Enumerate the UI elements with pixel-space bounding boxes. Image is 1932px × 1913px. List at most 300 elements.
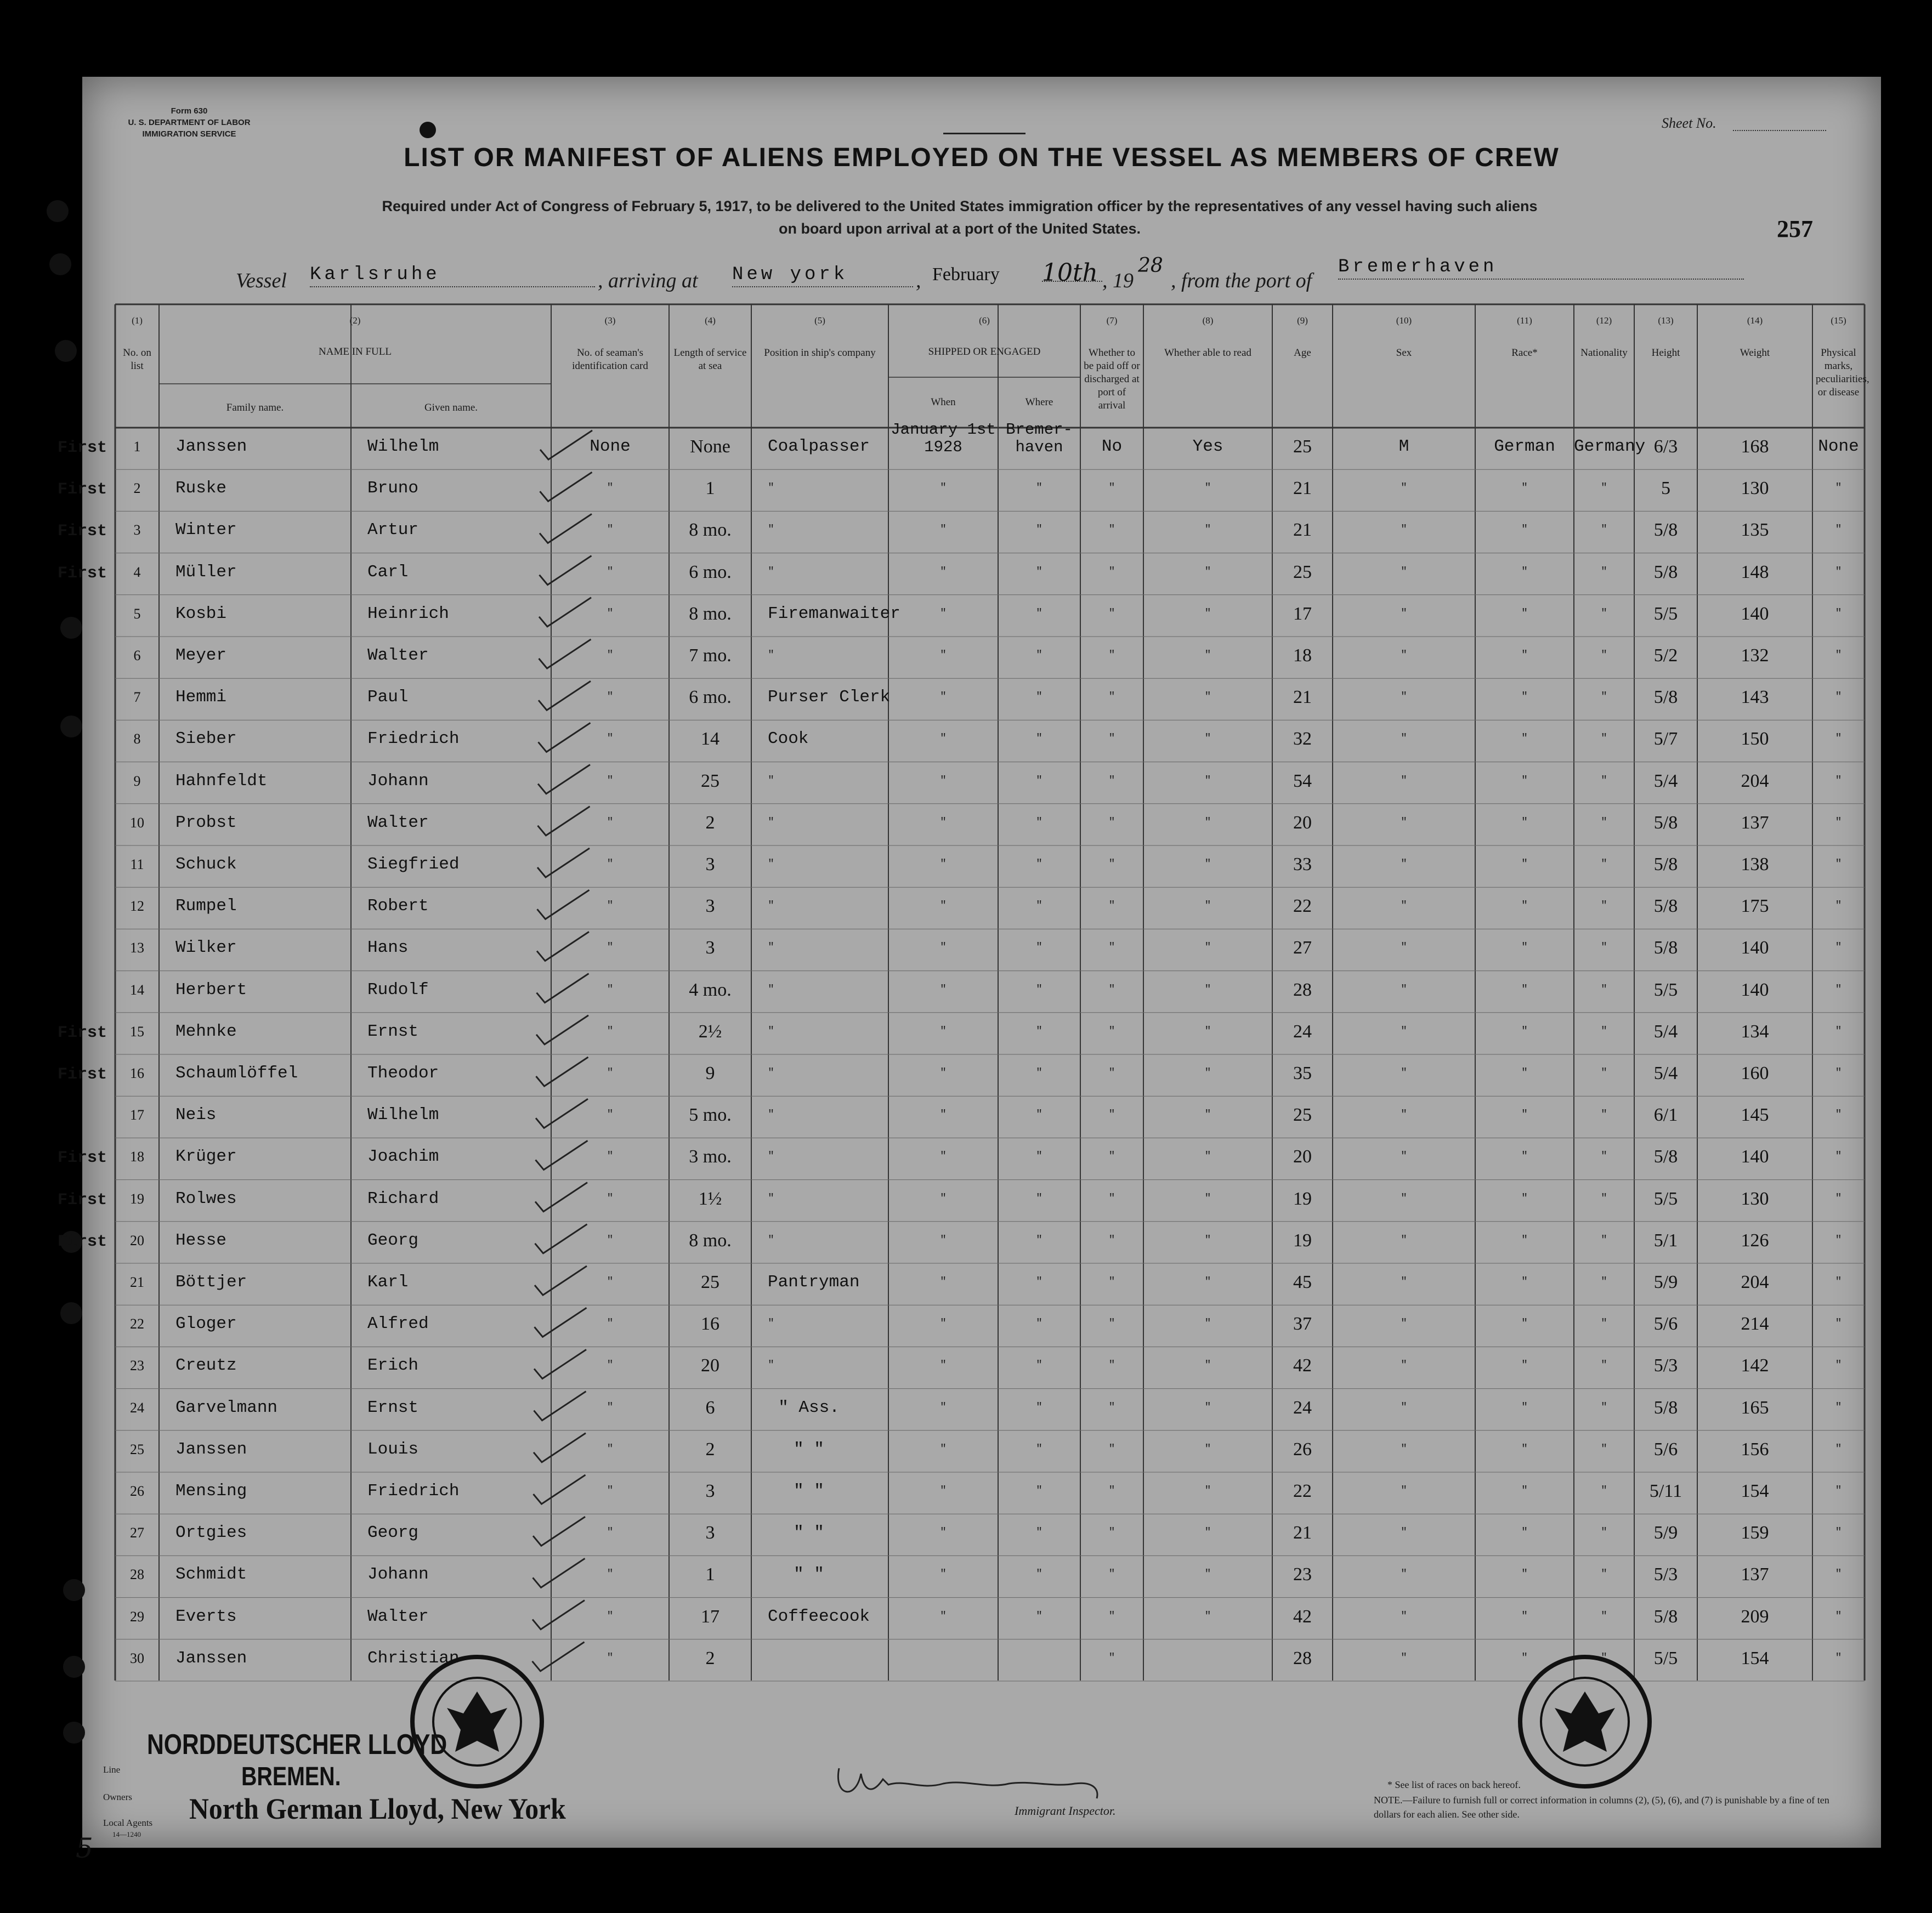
cell-height: 5/5 (1653, 1648, 1678, 1668)
cell-race: " (1521, 1485, 1528, 1497)
cell-weight: 148 (1741, 561, 1769, 582)
cell-height: 5/9 (1653, 1272, 1678, 1292)
cell-service: 1 (705, 1564, 715, 1585)
cell-where: " (1035, 900, 1043, 913)
cell-weight: 175 (1741, 896, 1769, 917)
column-number: (4) (705, 315, 716, 326)
cell-read: " (1204, 1401, 1211, 1414)
cell-paid: " (1108, 983, 1115, 996)
column-number: (3) (604, 315, 616, 326)
cell-given: Walter (367, 813, 429, 832)
cell-age: 21 (1293, 687, 1312, 708)
cell-height: 5/8 (1653, 938, 1678, 958)
cell-no: 16 (130, 1065, 144, 1081)
cell-nationality: " (1600, 1401, 1607, 1414)
cell-nationality: " (1600, 1234, 1607, 1247)
cell-race: " (1521, 1359, 1528, 1372)
cell-service: 14 (701, 729, 719, 750)
cell-weight: 130 (1741, 478, 1769, 499)
cell-nationality: " (1600, 524, 1607, 537)
cell-sex: " (1400, 1359, 1407, 1372)
cell-paid: " (1108, 1401, 1115, 1414)
subtitle-line: on board upon arrival at a port of the United States. (778, 220, 1141, 237)
cell-where: " (1035, 1401, 1043, 1414)
cell-sex: " (1400, 482, 1407, 495)
cell-sex: " (1400, 983, 1407, 996)
cell-weight: 140 (1741, 979, 1769, 1000)
margin-note: First (58, 1149, 107, 1168)
cell-marks: " (1835, 1109, 1842, 1122)
cell-no: 13 (130, 940, 144, 956)
column-number: (15) (1831, 315, 1846, 326)
cell-no: 12 (130, 898, 144, 915)
binder-hole (60, 1302, 82, 1324)
cell-nationality: " (1600, 1276, 1607, 1288)
cell-position: " (768, 1067, 775, 1080)
cell-race: " (1521, 733, 1528, 746)
sheet-number-label: Sheet No. (1662, 115, 1716, 131)
cell-weight: 159 (1741, 1523, 1769, 1543)
cell-height: 5/1 (1653, 1230, 1678, 1251)
arrival-month: February (932, 264, 1000, 285)
cell-position: " (768, 1234, 775, 1247)
margin-note: First (58, 522, 107, 541)
cell-position: " (768, 983, 775, 996)
cell-marks: " (1835, 607, 1842, 620)
binder-hole (63, 1656, 85, 1678)
cell-age: 22 (1293, 1481, 1312, 1501)
cell-position: " " (794, 1565, 824, 1585)
cell-sex: " (1400, 565, 1407, 578)
line-label: Line (103, 1764, 121, 1775)
year-prefix: , 19 (1102, 269, 1134, 292)
cell-card: " (607, 1526, 614, 1540)
binder-hole (47, 200, 69, 222)
cell-family: Gloger (175, 1314, 237, 1334)
cell-position: " (768, 1150, 775, 1163)
column-subheader: Given name. (424, 402, 478, 413)
cell-family: Wilker (175, 938, 237, 958)
cell-service: 25 (701, 1272, 719, 1292)
cell-read: " (1204, 1109, 1211, 1122)
binder-hole (63, 1722, 85, 1744)
cell-family: Schaumlöffel (175, 1064, 298, 1083)
column-number: (2) (349, 315, 361, 326)
cell-sex: " (1400, 1192, 1407, 1205)
cell-when: " (939, 1485, 947, 1497)
cell-nationality: " (1600, 816, 1607, 829)
cell-height: 5/5 (1653, 603, 1678, 624)
cell-given: Siegfried (367, 855, 460, 874)
cell-no: 25 (130, 1441, 144, 1457)
cell-read: " (1204, 983, 1211, 996)
cell-paid: " (1108, 1109, 1115, 1122)
cell-service: 2 (705, 1439, 715, 1460)
cell-no: 8 (133, 731, 141, 747)
cell-family: Everts (175, 1607, 237, 1626)
cell-marks: " (1835, 941, 1842, 955)
cell-paid: " (1108, 1234, 1115, 1247)
cell-when: " (939, 1067, 947, 1080)
margin-note: First (58, 1065, 107, 1084)
cell-given: Ernst (367, 1398, 419, 1417)
cell-position: " (768, 816, 775, 829)
cell-paid: " (1108, 1067, 1115, 1080)
cell-marks: " (1835, 1401, 1842, 1414)
cell-race: " (1521, 691, 1528, 704)
cell-service: 3 (705, 896, 715, 917)
cell-card: " (607, 524, 614, 537)
cell-weight: 156 (1741, 1439, 1769, 1460)
cell-service: 6 mo. (689, 687, 732, 708)
service-name: IMMIGRATION SERVICE (142, 129, 236, 139)
voyage-line: Vessel Karlsruhe , arriving at New york , February 10th , 19 28 , from the port of Bremerhaven (236, 263, 1744, 296)
cell-read: " (1204, 524, 1211, 537)
cell-given: Erich (367, 1356, 419, 1376)
cell-card: " (607, 1025, 614, 1038)
cell-paid: " (1108, 524, 1115, 537)
cell-family: Janssen (175, 1648, 247, 1668)
cell-where: " (1035, 816, 1043, 829)
cell-card: " (607, 1359, 614, 1372)
column-header: Sex (1396, 347, 1412, 359)
cell-age: 28 (1293, 1648, 1312, 1668)
cell-paid: " (1108, 607, 1115, 620)
cell-height: 5/6 (1653, 1314, 1678, 1335)
cell-service: 5 mo. (689, 1105, 732, 1126)
cell-marks: " (1835, 774, 1842, 787)
cell-age: 26 (1293, 1439, 1312, 1460)
cell-where: " (1035, 649, 1043, 662)
cell-no: 2 (133, 480, 141, 497)
cell-card: " (607, 1485, 614, 1497)
cell-when: " (939, 1526, 947, 1540)
cell-race: German (1494, 437, 1555, 456)
cell-height: 5/8 (1653, 812, 1678, 833)
cell-nationality: " (1600, 1359, 1607, 1372)
cell-service: 8 mo. (689, 603, 732, 624)
cell-given: Ernst (367, 1021, 419, 1041)
cell-given: Walter (367, 1607, 429, 1626)
binder-hole (55, 340, 77, 362)
page-title: LIST OR MANIFEST OF ALIENS EMPLOYED ON THE VESSEL AS MEMBERS OF CREW (404, 143, 1560, 172)
cell-family: Ruske (175, 479, 227, 498)
cell-marks: " (1835, 524, 1842, 537)
cell-marks: " (1835, 565, 1842, 578)
cell-height: 6/1 (1653, 1105, 1678, 1126)
cell-no: 30 (130, 1650, 144, 1666)
cell-where: " (1035, 733, 1043, 746)
cell-nationality: " (1600, 1568, 1607, 1581)
cell-race: " (1521, 1025, 1528, 1038)
cell-read: " (1204, 1192, 1211, 1205)
cell-race: " (1521, 649, 1528, 662)
cell-paid: " (1108, 691, 1115, 704)
cell-no: 19 (130, 1190, 144, 1207)
cell-family: Meyer (175, 646, 227, 665)
column-header: Weight (1740, 347, 1770, 359)
cell-nationality: " (1600, 1651, 1607, 1665)
cell-paid: " (1108, 1150, 1115, 1163)
cell-where: " (1035, 941, 1043, 955)
cell-height: 6/3 (1653, 436, 1678, 457)
from-port-label: , from the port of (1171, 269, 1312, 292)
cell-when: January 1st 1928 (891, 421, 996, 456)
cell-card: " (607, 1401, 614, 1414)
cell-family: Rumpel (175, 896, 237, 916)
cell-given: Richard (367, 1189, 439, 1208)
cell-race: " (1521, 1192, 1528, 1205)
cell-family: Kosbi (175, 604, 227, 623)
cell-card: " (607, 1443, 614, 1456)
cell-position: Coffeecook (768, 1607, 870, 1626)
column-header: Whether to be paid off or discharged at port of arrival (1084, 347, 1140, 411)
cell-read: " (1204, 1234, 1211, 1247)
page-number: 257 (1777, 215, 1813, 242)
cell-service: 17 (701, 1606, 719, 1627)
cell-no: 29 (130, 1608, 144, 1625)
owners-label: Owners (103, 1792, 132, 1802)
cell-service: 4 mo. (689, 979, 732, 1000)
cell-service: 3 (705, 1481, 715, 1501)
column-subheader: Where (1025, 396, 1053, 408)
cell-weight: 138 (1741, 854, 1769, 875)
cell-weight: 134 (1741, 1021, 1769, 1042)
cell-read: " (1204, 1568, 1211, 1581)
cell-race: " (1521, 1150, 1528, 1163)
cell-marks: " (1835, 1443, 1842, 1456)
cell-position: " (768, 1109, 775, 1122)
binder-hole (63, 1579, 85, 1601)
cell-given: Joachim (367, 1147, 439, 1167)
cell-paid: " (1108, 1192, 1115, 1205)
cell-card: None (590, 437, 631, 456)
cell-read: " (1204, 941, 1211, 955)
cell-family: Schuck (175, 855, 237, 874)
cell-read: " (1204, 1526, 1211, 1540)
cell-when: " (939, 941, 947, 955)
column-number: (10) (1396, 315, 1412, 326)
cell-where: " (1035, 1610, 1043, 1623)
cell-where: " (1035, 1025, 1043, 1038)
cell-where: " (1035, 1234, 1043, 1247)
cell-nationality: " (1600, 1150, 1607, 1163)
cell-position: Firemanwaiter (768, 604, 900, 623)
cell-weight: 140 (1741, 603, 1769, 624)
cell-given: Friedrich (367, 729, 460, 749)
cell-read: " (1204, 691, 1211, 704)
cell-service: 7 mo. (689, 645, 732, 666)
cell-given: Friedrich (367, 1481, 460, 1501)
cell-age: 21 (1293, 1523, 1312, 1543)
cell-race: " (1521, 1401, 1528, 1414)
cell-family: Herbert (175, 980, 247, 1000)
cell-race: " (1521, 524, 1528, 537)
cell-position: " (768, 482, 775, 495)
cell-nationality: " (1600, 482, 1607, 495)
cell-no: 28 (130, 1566, 144, 1583)
cell-no: 24 (130, 1399, 144, 1416)
cell-nationality: " (1600, 774, 1607, 787)
cell-card: " (607, 983, 614, 996)
cell-where: " (1035, 1067, 1043, 1080)
cell-no: 20 (130, 1232, 144, 1248)
column-number: (13) (1658, 315, 1674, 326)
margin-note: First (58, 564, 107, 583)
cell-height: 5 (1661, 478, 1670, 499)
cell-nationality: " (1600, 1025, 1607, 1038)
column-header: Physical marks, peculiarities, or disease (1816, 347, 1869, 398)
cell-given: Christian (367, 1648, 460, 1668)
cell-race: " (1521, 1526, 1528, 1540)
cell-family: Müller (175, 562, 237, 582)
column-subheader: Family name. (226, 402, 284, 413)
cell-paid: " (1108, 1025, 1115, 1038)
cell-family: Neis (175, 1105, 217, 1125)
arrival-port: New york (732, 264, 913, 287)
cell-service: 3 (705, 938, 715, 958)
cell-position: " " (794, 1439, 824, 1459)
cell-family: Rolwes (175, 1189, 237, 1208)
cell-card: " (607, 858, 614, 871)
cell-no: 11 (130, 856, 144, 872)
cell-marks: " (1835, 691, 1842, 704)
cell-age: 32 (1293, 729, 1312, 750)
cell-card: " (607, 1610, 614, 1623)
cell-race: " (1521, 1651, 1528, 1665)
cell-weight: 126 (1741, 1230, 1769, 1251)
cell-nationality: " (1600, 1485, 1607, 1497)
cell-given: Georg (367, 1230, 419, 1250)
cell-race: " (1521, 941, 1528, 955)
cell-no: 17 (130, 1107, 144, 1123)
vessel-label: Vessel (236, 269, 287, 292)
cell-where: " (1035, 858, 1043, 871)
cell-service: 2 (705, 812, 715, 833)
cell-paid: " (1108, 900, 1115, 913)
cell-position: " (768, 1359, 775, 1372)
column-header: Height (1651, 347, 1680, 359)
cell-marks: " (1835, 1234, 1842, 1247)
cell-card: " (607, 1651, 614, 1665)
subtitle-line: Required under Act of Congress of February 5, 1917, to be delivered to the United States immigration officer by the representatives of any vessel having such aliens (382, 198, 1538, 214)
cell-marks: " (1835, 649, 1842, 662)
cell-paid: " (1108, 941, 1115, 955)
margin-note: First (58, 480, 107, 499)
cell-marks: None (1818, 437, 1859, 456)
cell-family: Janssen (175, 1439, 247, 1459)
cell-given: Artur (367, 520, 419, 540)
column-number: (7) (1106, 315, 1118, 326)
title-rule (943, 133, 1026, 134)
cell-no: 27 (130, 1525, 144, 1541)
cell-card: " (607, 607, 614, 620)
cell-marks: " (1835, 1568, 1842, 1581)
cell-card: " (607, 1276, 614, 1288)
cell-age: 19 (1293, 1188, 1312, 1209)
column-header: Age (1294, 347, 1311, 359)
cell-age: 18 (1293, 645, 1312, 666)
agents-stamp: North German Lloyd, New York (189, 1792, 566, 1825)
cell-family: Garvelmann (175, 1398, 278, 1417)
cell-marks: " (1835, 1526, 1842, 1540)
cell-position: " (768, 649, 775, 662)
cell-when: " (939, 1150, 947, 1163)
cell-paid: " (1108, 1526, 1115, 1540)
cell-weight: 132 (1741, 645, 1769, 666)
cell-marks: " (1835, 1485, 1842, 1497)
cell-weight: 214 (1741, 1314, 1769, 1335)
cell-sex: " (1400, 524, 1407, 537)
column-header: NAME IN FULL (319, 346, 392, 357)
cell-card: " (607, 1192, 614, 1205)
cell-service: 8 mo. (689, 520, 732, 541)
penalty-note: NOTE.—Failure to furnish full or correct information in columns (2), (5), (6), and (7) is punishable by a fine of ten dollars for each alien. See other side. (1374, 1795, 1829, 1820)
cell-read: " (1204, 1276, 1211, 1288)
cell-age: 54 (1293, 770, 1312, 791)
cell-nationality: " (1600, 858, 1607, 871)
cell-nationality: " (1600, 649, 1607, 662)
cell-height: 5/4 (1653, 1063, 1678, 1083)
cell-family: Sieber (175, 729, 237, 749)
cell-height: 5/8 (1653, 854, 1678, 875)
cell-paid: " (1108, 1276, 1115, 1288)
cell-race: " (1521, 858, 1528, 871)
cell-weight: 140 (1741, 1146, 1769, 1167)
cell-sex: M (1398, 437, 1409, 456)
cell-marks: " (1835, 983, 1842, 996)
cell-weight: 145 (1741, 1105, 1769, 1126)
cell-where: " (1035, 1443, 1043, 1456)
cell-sex: " (1400, 1276, 1407, 1288)
cell-race: " (1521, 900, 1528, 913)
cell-paid: " (1108, 482, 1115, 495)
margin-note: First (58, 1232, 107, 1251)
cell-race: " (1521, 1318, 1528, 1331)
cell-card: " (607, 1234, 614, 1247)
form-reference (82, 105, 296, 140)
punch-hole (420, 122, 436, 138)
cell-position: " (768, 1192, 775, 1205)
cell-card: " (607, 900, 614, 913)
cell-no: 14 (130, 981, 144, 998)
cell-height: 5/5 (1653, 1188, 1678, 1209)
column-number: (9) (1297, 315, 1308, 326)
cell-where: Bremer- haven (1006, 421, 1073, 456)
cell-marks: " (1835, 1359, 1842, 1372)
cell-position: " Ass. (778, 1398, 840, 1417)
cell-age: 25 (1293, 1105, 1312, 1126)
cell-card: " (607, 1568, 614, 1581)
cell-family: Probst (175, 813, 237, 832)
cell-card: " (607, 482, 614, 495)
cell-sex: " (1400, 1443, 1407, 1456)
cell-position: " (768, 774, 775, 787)
cell-age: 21 (1293, 520, 1312, 541)
cell-service: None (690, 436, 730, 457)
cell-sex: " (1400, 858, 1407, 871)
cell-weight: 137 (1741, 1564, 1769, 1585)
cell-read: " (1204, 900, 1211, 913)
cell-card: " (607, 1318, 614, 1331)
cell-where: " (1035, 1526, 1043, 1540)
cell-no: 26 (130, 1483, 144, 1499)
inspector-label: Immigrant Inspector. (1015, 1804, 1116, 1818)
column-number: (14) (1747, 315, 1763, 326)
cell-service: 3 (705, 1523, 715, 1543)
cell-paid: " (1108, 1610, 1115, 1623)
cell-position: Coalpasser (768, 437, 870, 456)
